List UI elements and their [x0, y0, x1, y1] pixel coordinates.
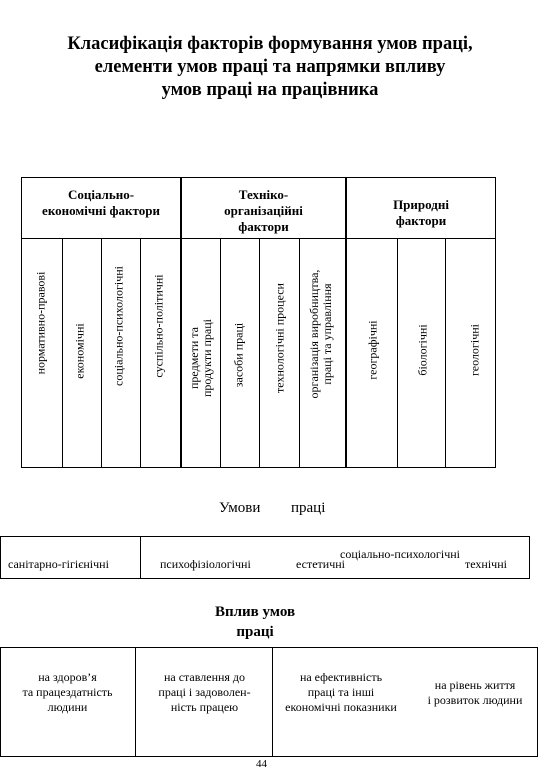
- natural-header-line-1: Природні: [393, 197, 449, 212]
- natural-header: [347, 197, 495, 229]
- divider: [135, 647, 136, 757]
- conditions-title-b: праці: [291, 500, 326, 516]
- condition-sociopsych: соціально-психологічні: [340, 547, 460, 561]
- factor-sociopsych: соціально-психологічні: [111, 266, 126, 386]
- title-line-2: елементи умов праці та напрямки впливу: [94, 57, 446, 77]
- influence-attitude-line-3: ність працею: [170, 700, 239, 714]
- influence-attitude-line-1: на ставлення до: [163, 670, 246, 684]
- influence-living-line-2: і розвиток людини: [427, 693, 523, 707]
- condition-technical: технічні: [465, 557, 507, 571]
- tech-org-header: [182, 187, 345, 235]
- factor-objects-line-2: продукти праці: [200, 318, 214, 398]
- divider: [397, 238, 398, 468]
- factor-tools: засоби праці: [231, 322, 246, 388]
- divider: [299, 238, 300, 468]
- factor-organization: [308, 270, 334, 399]
- influence-health-line-2: та працездатність: [22, 685, 113, 699]
- factor-geographic: географічні: [365, 320, 380, 380]
- factor-organization-line-1: організація виробництва,: [307, 269, 321, 399]
- divider: [101, 238, 102, 468]
- factor-sociopolitical: суспільно-політичні: [151, 274, 166, 378]
- natural-header-line-2: фактори: [395, 213, 447, 228]
- influence-efficiency-line-1: на ефективність: [299, 670, 383, 684]
- influence-living: [412, 678, 538, 708]
- influence-health-line-3: людини: [47, 700, 88, 714]
- factor-objects-line-1: предмети та: [187, 327, 201, 389]
- page-title: [20, 33, 520, 102]
- condition-sanitary: санітарно-гігієнічні: [8, 557, 109, 571]
- tech-header-divider: [182, 238, 345, 239]
- title-line-3: умов праці на працівника: [161, 80, 379, 100]
- influence-title-line-1: Вплив умов: [214, 604, 296, 620]
- influence-title-line-2: праці: [236, 624, 274, 640]
- influence-efficiency-line-2: праці та інші: [307, 685, 375, 699]
- divider: [445, 238, 446, 468]
- factor-normative: нормативно-правові: [33, 271, 48, 375]
- divider: [140, 536, 141, 579]
- divider: [259, 238, 260, 468]
- page-number: 44: [256, 758, 267, 770]
- divider: [62, 238, 63, 468]
- divider: [220, 238, 221, 468]
- influence-efficiency: [272, 670, 410, 715]
- natural-header-divider: [347, 238, 495, 239]
- influence-attitude-line-2: праці і задоволен-: [158, 685, 251, 699]
- divider: [140, 238, 141, 468]
- condition-aesthetic: естетичні: [296, 557, 345, 571]
- title-line-1: Класифікація факторів формування умов праці,: [67, 34, 473, 54]
- socio-economic-header: [22, 187, 180, 219]
- influence-title: [195, 602, 315, 642]
- factor-economic: економічні: [72, 323, 87, 379]
- factor-geological: геологічні: [467, 324, 482, 376]
- influence-living-line-1: на рівень життя: [434, 678, 516, 692]
- tech-header-line-1: Техніко-: [238, 187, 289, 202]
- influence-health-line-1: на здоров’я: [38, 670, 97, 684]
- factor-techprocess: технологічні процеси: [272, 283, 287, 393]
- factor-biological: біологічні: [415, 324, 430, 376]
- influence-health: [0, 670, 135, 715]
- factor-objects: [188, 319, 214, 397]
- tech-header-line-2: організаційні: [224, 203, 303, 218]
- condition-psychophys: психофізіологічні: [160, 557, 251, 571]
- socio-header-line-1: Соціально-: [67, 187, 135, 202]
- socio-header-line-2: економічні фактори: [42, 203, 160, 218]
- tech-header-line-3: фактори: [238, 219, 289, 234]
- conditions-title-a: Умови: [219, 500, 261, 516]
- influence-attitude: [137, 670, 272, 715]
- factor-organization-line-2: праці та управління: [320, 283, 334, 385]
- influence-efficiency-line-3: економічні показники: [285, 700, 397, 714]
